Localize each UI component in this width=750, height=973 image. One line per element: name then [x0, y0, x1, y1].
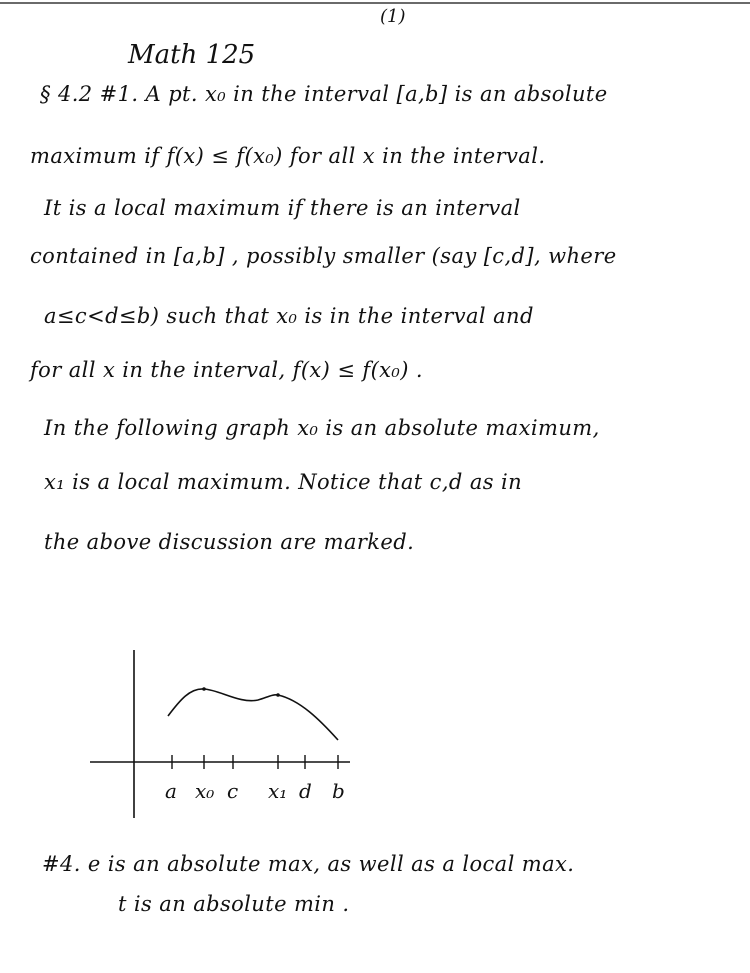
tick-label-x1: x₁	[268, 779, 288, 803]
function-curve	[168, 689, 338, 740]
tick-label-a: a	[165, 779, 177, 803]
text-line-8: x₁ is a local maximum. Notice that c,d as in	[44, 470, 523, 494]
text-line-3: It is a local maximum if there is an interval	[44, 196, 521, 220]
text-line-2: maximum if f(x) ≤ f(x₀) for all x in the interval.	[30, 144, 546, 168]
tick-label-x0: x₀	[195, 779, 215, 803]
text-line-5: a≤c<d≤b) such that x₀ is in the interval and	[44, 304, 534, 328]
text-line-6: for all x in the interval, f(x) ≤ f(x₀) .	[30, 358, 423, 382]
text-line-1: § 4.2 #1. A pt. x₀ in the interval [a,b] is an absolute	[40, 82, 608, 106]
course-title: Math 125	[128, 40, 256, 70]
absolute-max-point	[202, 687, 206, 691]
text-line-7: In the following graph x₀ is an absolute maximum,	[44, 416, 600, 440]
tick-label-b: b	[332, 779, 345, 803]
text-line-9: the above discussion are marked.	[44, 530, 415, 554]
problem-4-line-1: #4. e is an absolute max, as well as a local max.	[42, 852, 575, 876]
tick-label-c: c	[227, 779, 239, 803]
text-line-4: contained in [a,b] , possibly smaller (say [c,d], where	[30, 244, 617, 268]
local-max-point	[276, 693, 280, 697]
problem-4-line-2: t is an absolute min .	[118, 892, 350, 916]
tick-label-d: d	[299, 779, 312, 803]
page-number: (1)	[380, 6, 406, 27]
